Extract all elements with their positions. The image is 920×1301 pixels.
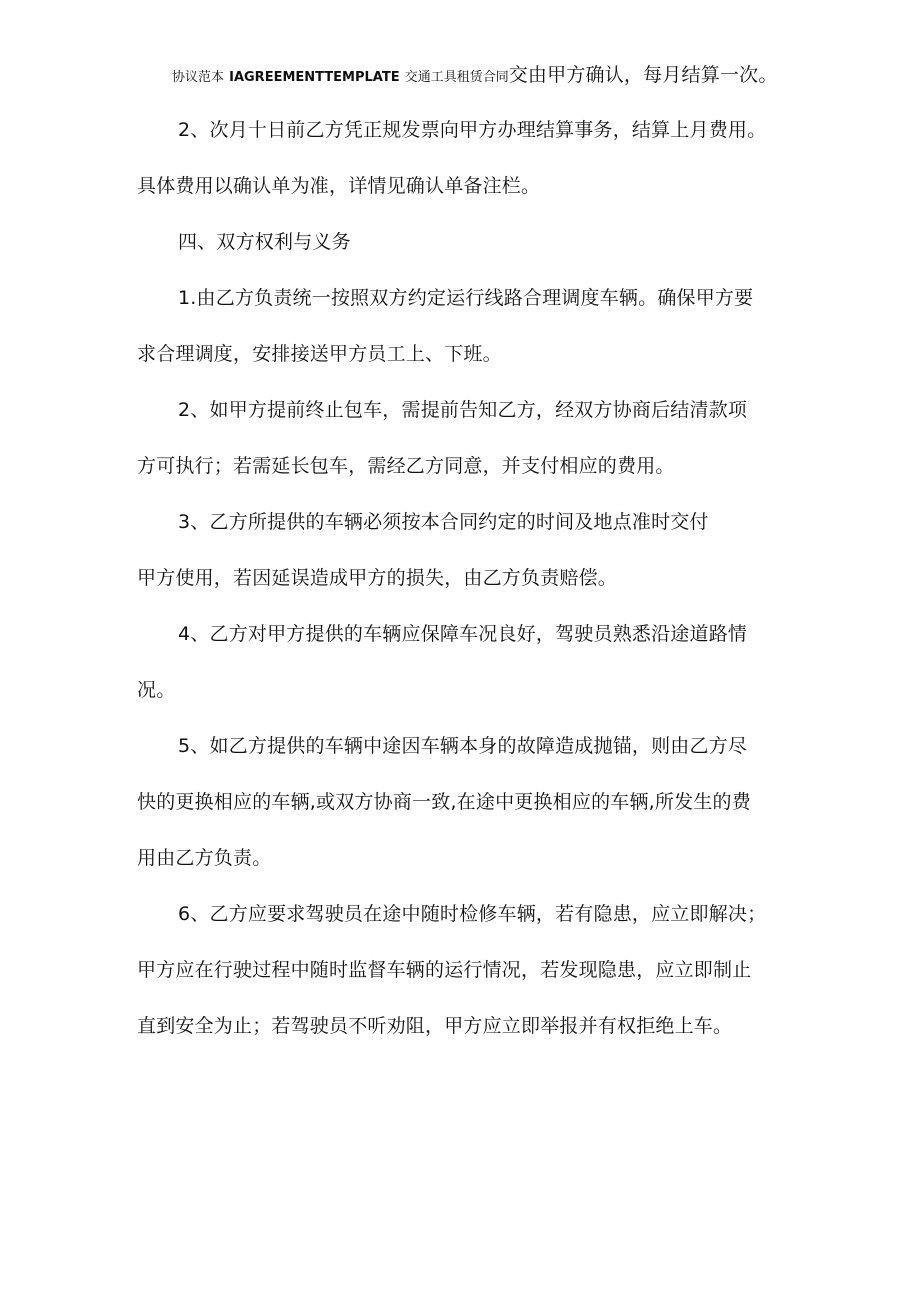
paragraph-line: 用由乙方负责。: [137, 847, 272, 869]
paragraph-line: 1.由乙方负责统一按照双方约定运行线路合理调度车辆。确保甲方要: [178, 287, 754, 309]
paragraph-line: 甲方应在行驶过程中随时监督车辆的运行情况，若发现隐患，应立即制止: [137, 959, 752, 981]
header-doc-type: 交通工具租赁合同: [404, 70, 509, 85]
paragraph-line: 求合理调度，安排接送甲方员工上、下班。: [137, 343, 502, 365]
paragraph-line: 2、次月十日前乙方凭正规发票向甲方办理结算事务，结算上月费用。: [178, 119, 767, 141]
section-heading: 四、双方权利与义务: [178, 231, 351, 253]
paragraph-line: 方可执行；若需延长包车，需经乙方同意，并支付相应的费用。: [137, 455, 675, 477]
paragraph-line: 直到安全为止；若驾驶员不听劝阻，甲方应立即举报并有权拒绝上车。: [137, 1015, 733, 1037]
header-prefix: 协议范本: [172, 70, 225, 85]
header-brand: IAGREEMENTTEMPLATE: [229, 70, 400, 85]
paragraph-line: 3、乙方所提供的车辆必须按本合同约定的时间及地点准时交付: [178, 511, 709, 533]
paragraph-line: 6、乙方应要求驾驶员在途中随时检修车辆，若有隐患，应立即解决；: [178, 903, 767, 925]
paragraph-line: 4、乙方对甲方提供的车辆应保障车况良好，驾驶员熟悉沿途道路情: [178, 623, 748, 645]
paragraph-line: 具体费用以确认单为准，详情见确认单备注栏。: [137, 175, 541, 197]
continued-text: 交由甲方确认，每月结算一次。: [508, 64, 778, 86]
paragraph-line: 况。: [137, 679, 176, 701]
paragraph-line: 甲方使用，若因延误造成甲方的损失，由乙方负责赔偿。: [137, 567, 618, 589]
paragraph-line: 快的更换相应的车辆,或双方协商一致,在途中更换相应的车辆,所发生的费: [137, 791, 751, 813]
page-header-line: [172, 63, 778, 90]
paragraph-line: 5、如乙方提供的车辆中途因车辆本身的故障造成抛锚，则由乙方尽: [178, 735, 748, 757]
paragraph-line: 2、如甲方提前终止包车，需提前告知乙方，经双方协商后结清款项: [178, 399, 748, 421]
